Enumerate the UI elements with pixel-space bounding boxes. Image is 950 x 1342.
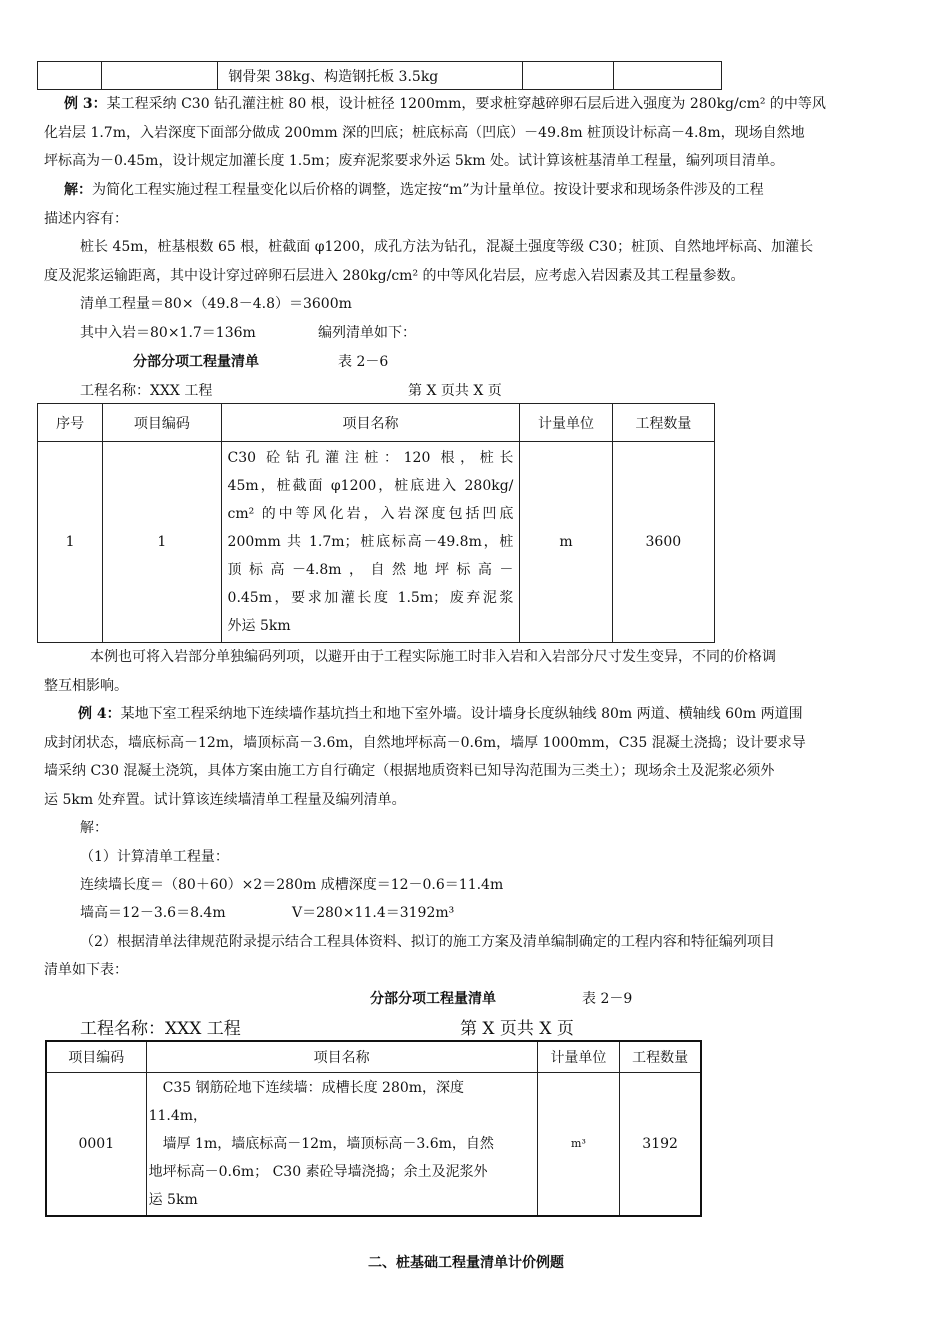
example4-line-4: 运 5km 处弃置。试计算该连续墙清单工程量及编列清单。 [44,792,406,808]
table-header-row [46,1041,701,1072]
example4-line-2: 成封闭状态，墙底标高－12m，墙顶标高－3.6m，自然地坪标高－0.6m，墙厚 1000mm，C35 混凝土浇捣；设计要求导 [44,735,806,751]
table29 [45,1040,702,1217]
cell-name-line: 11.4m， [148,1107,208,1124]
table29-title: 分部分项工程量清单 [370,991,496,1007]
col-header-seq: 序号 [38,404,103,442]
solution3-line-2: 描述内容有： [44,211,128,227]
example3-line-1 [44,94,906,114]
cell-unit: m³ [537,1072,620,1216]
solution4-calc1: 连续墙长度＝（80＋60）×2＝280m 成槽深度＝12－0.6＝11.4m [80,877,504,893]
table-cell [102,62,218,90]
cell-unit: m [520,442,612,643]
example4-line-3: 墙采纳 C30 混凝土浇筑，具体方案由施工方自行确定（根据地质资料已知导沟范围为三类土）；现场余土及泥浆必须外 [44,763,775,779]
table29-number: 表 2－9 [582,991,633,1007]
table26-project-name: 工程名称：XXX 工程 [80,383,213,399]
cell-name-line: 地坪标高－0.6m； C30 素砼导墙浇捣；余土及泥浆外 [148,1163,488,1180]
col-header-unit: 计量单位 [520,404,612,442]
example3-label: 例 3： [64,96,107,112]
example3-line-3: 坪标高为－0.45m，设计规定加灌长度 1.5m；废弃泥浆要求外运 5km 处。试计算该桩基清单工程量，编列项目清单。 [44,153,785,169]
note-line-1: 本例也可将入岩部分单独编码列项，以避开由于工程实际施工时非入岩和入岩部分尺寸发生变异，不同的价格调 [90,649,776,665]
table-row [38,442,715,643]
cell-name-line: 外运 5km [227,618,291,634]
solution4-step2-line2: 清单如下表： [44,962,128,978]
col-header-name: 项目名称 [221,404,520,442]
table29-project-name: 工程名称：XXX 工程 [80,1019,241,1039]
section-heading: 二、桩基础工程量清单计价例题 [368,1255,564,1271]
cell-code: 1 [103,442,221,643]
table-row [46,1072,701,1216]
col-header-unit: 计量单位 [537,1041,620,1072]
cell-quantity: 3192 [620,1072,701,1216]
table-cell [522,62,613,90]
col-header-code: 项目编码 [46,1041,146,1072]
cell-name-line: 200mm 共 1.7m；桩底标高－49.8m，桩 [227,534,514,550]
solution3-text: 为简化工程实施过程工程量变化以后价格的调整，选定按“m”为计量单位。按设计要求和现场条件涉及的工程 [92,182,764,198]
cell-name [221,442,520,643]
solution3-line-6: 其中入岩＝80×1.7＝136m [80,325,256,341]
solution3-line-7: 编列清单如下： [318,325,416,341]
example4-text: 某地下室工程采纳地下连续墙作基坑挡土和地下室外墙。设计墙身长度纵轴线 80m 两道、横轴线 60m 两道围 [120,706,803,722]
cell-name-line: 顶标高－4.8m，自然地坪标高－ [227,562,514,578]
col-header-quantity: 工程数量 [620,1041,701,1072]
cell-name-line: 0.45m，要求加灌长度 1.5m；废弃泥浆 [227,590,514,606]
col-header-code: 项目编码 [103,404,221,442]
cell-name-line: C30 砼钻孔灌注桩：120 根，桩长 [227,450,514,466]
cell-seq: 1 [38,442,103,643]
note-line-2: 整互相影响。 [44,678,128,694]
cell-name-line: cm² 的中等风化岩，入岩深度包括凹底 [227,506,514,522]
table-cell: 钢骨架 38kg、构造钢托板 3.5kg [218,62,522,90]
cell-name-line: 运 5km [148,1191,198,1208]
table26-number: 表 2－6 [338,354,389,370]
cell-name [146,1072,537,1216]
solution3-line-5: 清单工程量＝80×（49.8－4.8）＝3600m [80,296,352,312]
table26-page: 第 X 页共 X 页 [408,383,502,399]
example4-line-1 [44,704,906,724]
cell-quantity: 3600 [612,442,714,643]
example3-text: 某工程采纳 C30 钻孔灌注桩 80 根，设计桩径 1200mm，要求桩穿越碎卵石层后进入强度为 280kg/cm² 的中等风 [106,96,826,112]
table26 [37,403,715,643]
solution3-line-4: 度及泥浆运输距离，其中设计穿过碎卵石层进入 280kg/cm² 的中等风化岩层，应考虑入岩因素及其工程量参数。 [44,268,745,284]
example4-label: 例 4： [78,706,121,722]
table-cell [38,62,102,90]
solution4-step1: （1）计算清单工程量： [80,849,229,865]
cell-code: 0001 [46,1072,146,1216]
table-cell [613,62,721,90]
table26-title: 分部分项工程量清单 [133,354,259,370]
col-header-quantity: 工程数量 [612,404,714,442]
solution4-calc2b: V＝280×11.4＝3192m³ [292,905,455,921]
solution4-calc2a: 墙高＝12－3.6＝8.4m [80,905,226,921]
example3-line-2: 化岩层 1.7m，入岩深度下面部分做成 200mm 深的凹底；桩底标高（凹底）－49.8m 桩顶设计标高－4.8m，现场自然地 [44,125,805,141]
col-header-name: 项目名称 [146,1041,537,1072]
solution4-step2-line1: （2）根据清单法律规范附录提示结合工程具体资料、拟订的施工方案及清单编制确定的工程内容和特征编列项目 [80,934,775,950]
cell-name-line: C35 钢筋砼地下连续墙：成槽长度 280m，深度 [162,1079,465,1096]
cell-name-line: 45m，桩截面 φ1200，桩底进入 280kg/ [227,478,514,494]
table29-page: 第 X 页共 X 页 [460,1019,574,1039]
continued-table [37,61,722,90]
cell-name-line: 墙厚 1m，墙底标高－12m，墙顶标高－3.6m，自然 [162,1135,494,1152]
solution3-line-1 [44,180,906,200]
solution3-line-3: 桩长 45m，桩基根数 65 根，桩截面 φ1200，成孔方法为钻孔，混凝土强度等级 C30；桩顶、自然地坪标高、加灌长 [80,239,814,255]
solution4-label: 解： [80,820,108,836]
solution3-label: 解： [64,182,92,198]
table-header-row [38,404,715,442]
